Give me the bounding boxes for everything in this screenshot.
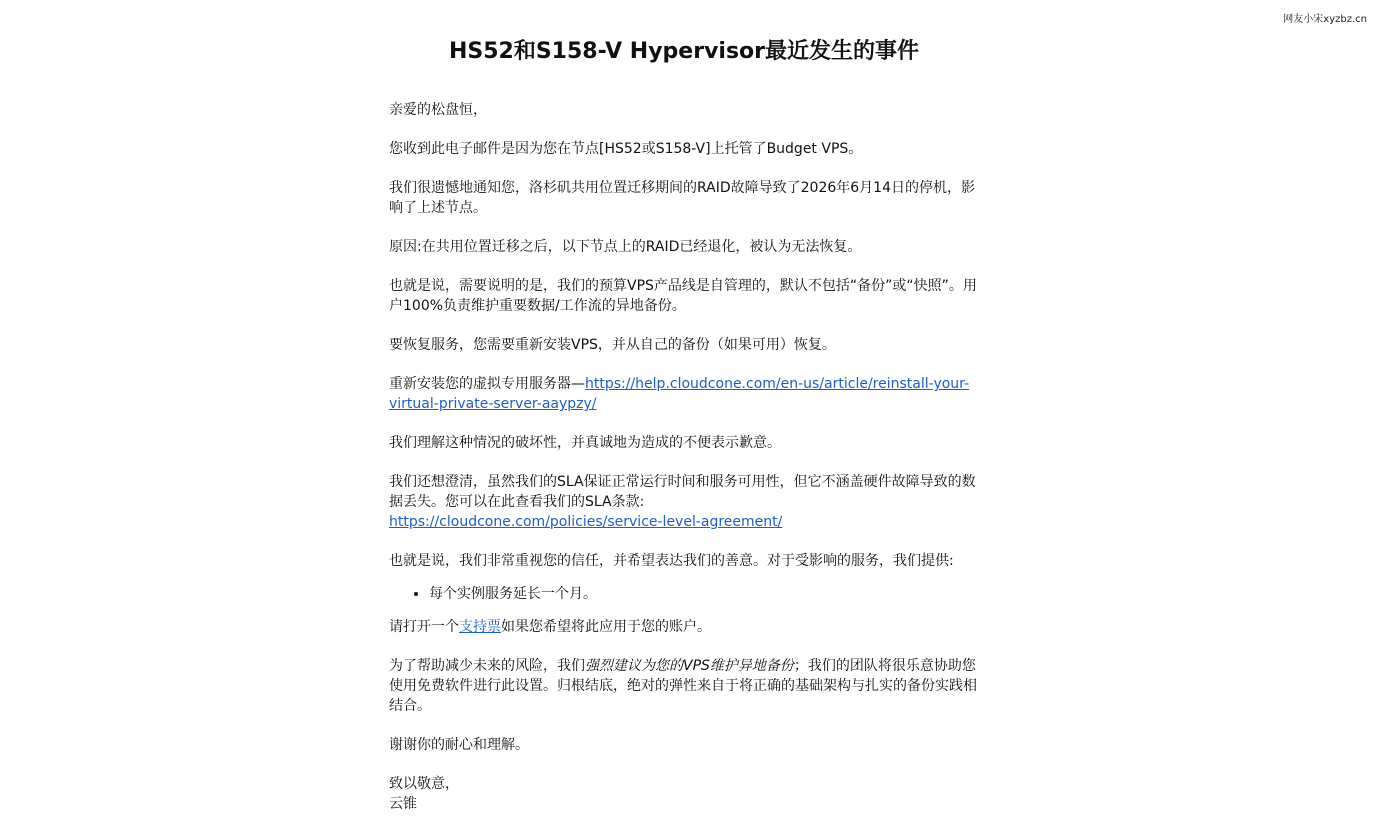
paragraph-reinstall-guide [389,374,981,414]
list-item: • 每个实例服务延长一个月。 [429,584,981,604]
greeting: 亲爱的松盘恒， [389,102,487,118]
support-ticket-suffix: 如果您希望将此应用于您的账户。 [501,619,711,635]
paragraph-backup-recommendation [389,656,981,716]
paragraph-thanks: 谢谢你的耐心和理解。 [389,737,529,753]
email-body [389,100,981,814]
support-ticket-prefix: 请打开一个 [389,619,459,635]
offer-list [389,584,981,604]
recommendation-prefix: 为了帮助减少未来的风险，我们 [389,658,585,674]
sla-link[interactable]: https://cloudcone.com/policies/service-level-agreement/ [389,514,783,530]
signature: 云锥 [389,796,417,812]
paragraph-sla [389,472,981,532]
reinstall-guide-link[interactable]: https://help.cloudcone.com/en-us/article/reinstall-your-virtual-private-server-aaypzy/ [389,376,970,412]
recommendation-suffix: ；我们的团队将很乐意协助您使用免费软件进行此设置。归根结底，绝对的弹性来自于将正确的基础架构与扎实的备份实践相结合。 [389,658,977,714]
paragraph-restore-instructions: 要恢复服务，您需要重新安装VPS，并从自己的备份（如果可用）恢复。 [389,337,836,353]
paragraph-support-ticket [389,617,981,637]
recommendation-emphasis: 强烈建议为您的VPS维护异地备份 [585,658,794,674]
sla-text: 我们还想澄清，虽然我们的SLA保证正常运行时间和服务可用性，但它不涵盖硬件故障导致的数据丢失。您可以在此查看我们的SLA条款: [389,474,976,510]
paragraph-cause: 原因:在共用位置迁移之后，以下节点上的RAID已经退化，被认为无法恢复。 [389,239,862,255]
paragraph-apology: 我们理解这种情况的破坏性，并真诚地为造成的不便表示歉意。 [389,435,781,451]
page-title: HS52和S158-V Hypervisor最近发生的事件 [448,39,920,64]
paragraph-goodwill: 也就是说，我们非常重视您的信任，并希望表达我们的善意。对于受影响的服务，我们提供: [389,553,954,569]
watermark-text: 网友小宋xyzbz.cn [1283,14,1367,25]
support-ticket-link[interactable]: 支持票 [459,619,501,635]
paragraph-backup-policy: 也就是说，需要说明的是，我们的预算VPS产品线是自管理的，默认不包括“备份”或“快照”。用户100%负责维护重要数据/工作流的异地备份。 [389,278,977,314]
closing: 致以敬意， [389,776,459,792]
reinstall-guide-label: 重新安装您的虚拟专用服务器— [389,376,585,392]
paragraph-node-notice: 您收到此电子邮件是因为您在节点[HS52或S158-V]上托管了Budget VPS。 [389,141,863,157]
paragraph-outage-notice: 我们很遗憾地通知您，洛杉矶共用位置迁移期间的RAID故障导致了2026年6月14日的停机，影响了上述节点。 [389,180,975,216]
